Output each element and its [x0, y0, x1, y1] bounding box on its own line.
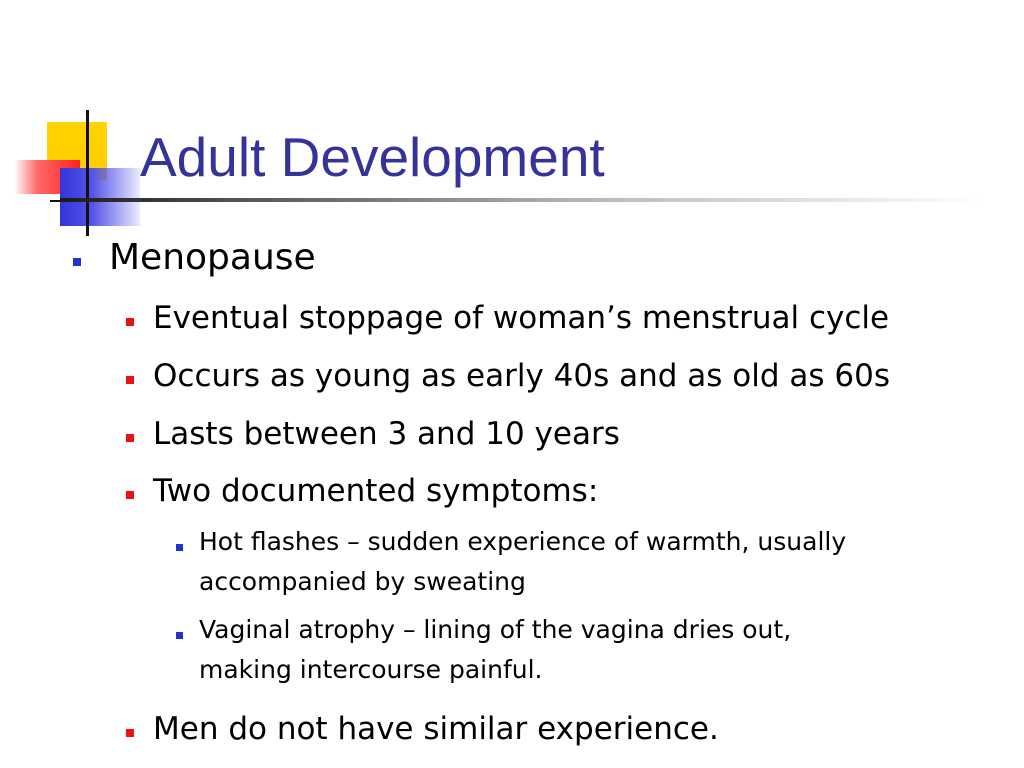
bullet-level3-hot-flashes-line2: accompanied by sweating — [199, 567, 526, 596]
bullet-level2-item: Two documented symptoms: — [153, 473, 599, 509]
bullet-marker-level3 — [176, 544, 183, 551]
bullet-level3-hot-flashes-line1: Hot flashes – sudden experience of warmth, usually — [199, 527, 847, 556]
bullet-marker-level2 — [126, 318, 134, 326]
bullet-marker-level2 — [126, 729, 134, 737]
bullet-level3-vaginal-atrophy-line1: Vaginal atrophy – lining of the vagina dries out, — [199, 615, 792, 644]
bullet-marker-level2 — [126, 491, 134, 499]
bullet-level1-menopause: Menopause — [109, 237, 316, 278]
slide-title: Adult Development — [140, 126, 605, 188]
bullet-marker-level1 — [73, 258, 81, 266]
logo-vertical-line — [86, 110, 89, 236]
template-logo — [0, 100, 160, 240]
bullet-marker-level2 — [126, 376, 134, 384]
bullet-level2-item: Occurs as young as early 40s and as old as 60s — [153, 358, 890, 394]
bullet-level2-item: Eventual stoppage of woman’s menstrual cycle — [153, 300, 890, 336]
logo-blue-square — [60, 168, 140, 226]
bullet-marker-level2 — [126, 434, 134, 442]
bullet-marker-level3 — [176, 632, 183, 639]
bullet-level2-item: Lasts between 3 and 10 years — [153, 416, 620, 452]
bullet-level2-item: Men do not have similar experience. — [153, 711, 719, 747]
title-underline — [60, 198, 980, 202]
bullet-level3-vaginal-atrophy-line2: making intercourse painful. — [199, 655, 543, 684]
